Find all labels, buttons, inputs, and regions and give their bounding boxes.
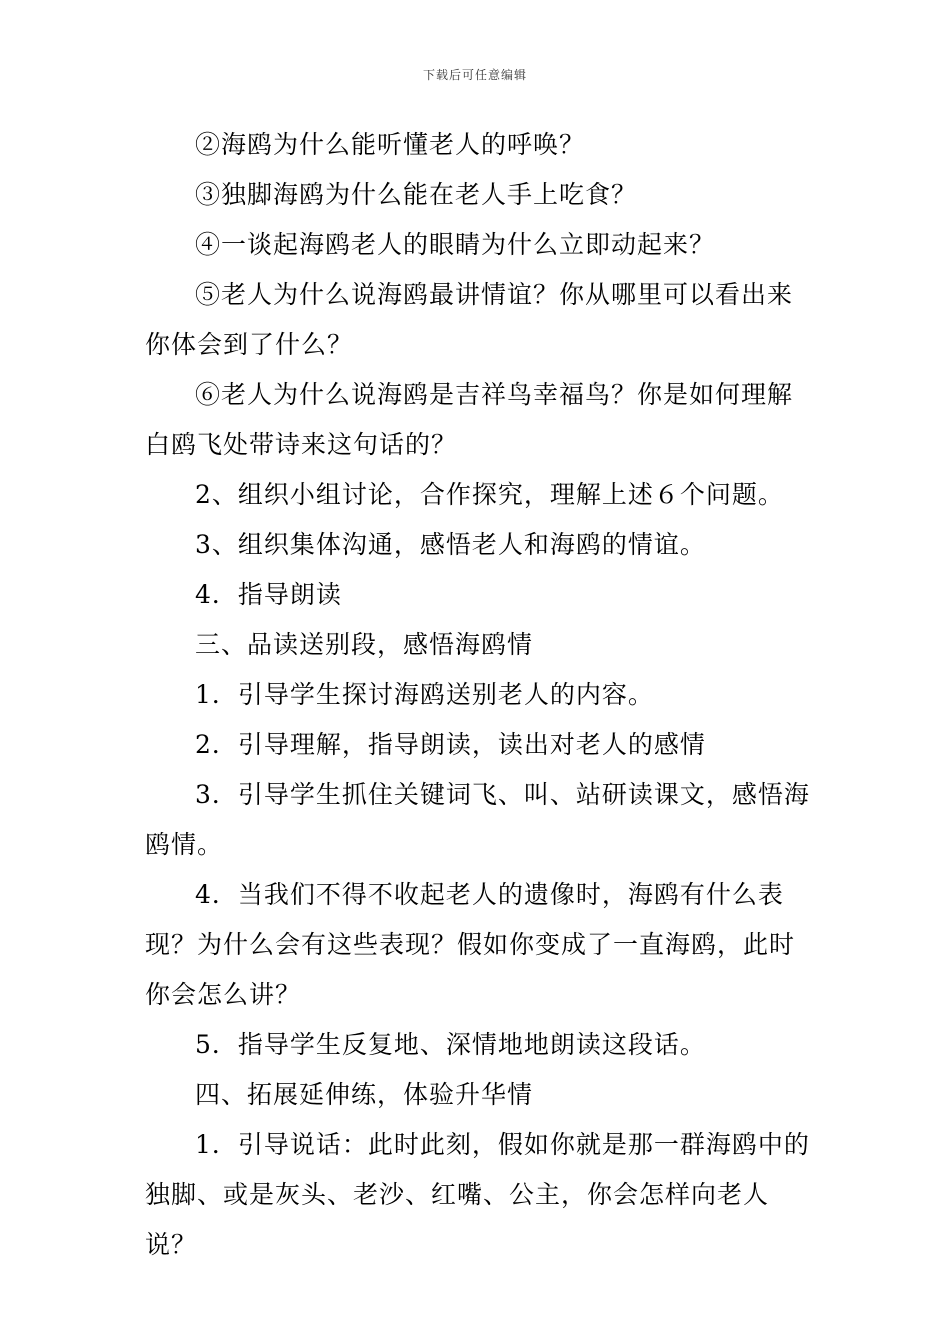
paragraph-step-3: 3、组织集体沟通，感悟老人和海鸥的情谊。 — [195, 530, 706, 559]
paragraph-step-4: 4．指导朗读 — [195, 580, 342, 609]
paragraph-question-5: ⑤老人为什么说海鸥最讲情谊？你从哪里可以看出来你体会到了什么？ — [145, 280, 794, 359]
page-header: 下载后可任意编辑 — [422, 68, 527, 82]
paragraph-farewell-5: 5．指导学生反复地、深情地地朗读这段话。 — [195, 1030, 706, 1059]
paragraph-farewell-4: 4．当我们不得不收起老人的遗像时，海鸥有什么表现？为什么会有这些表现？假如你变成了一直海鸥，此时你会怎么讲？ — [145, 880, 796, 1009]
section-heading-3: 三、品读送别段，感悟海鸥情 — [195, 630, 534, 659]
paragraph-farewell-3: 3．引导学生抓住关键词飞、叫、站研读课文，感悟海鸥情。 — [145, 780, 810, 859]
paragraph-farewell-1: 1．引导学生探讨海鸥送别老人的内容。 — [195, 680, 654, 709]
paragraph-question-2: ②海鸥为什么能听懂老人的呼唤？ — [195, 130, 586, 159]
section-heading-4: 四、拓展延伸练，体验升华情 — [195, 1080, 534, 1109]
paragraph-step-2: 2、组织小组讨论，合作探究，理解上述６个问题。 — [195, 480, 784, 509]
paragraph-question-6: ⑥老人为什么说海鸥是吉祥鸟幸福鸟？你是如何理解白鸥飞处带诗来这句话的？ — [145, 380, 794, 459]
paragraph-question-3: ③独脚海鸥为什么能在老人手上吃食？ — [195, 180, 638, 209]
document-body — [145, 120, 810, 1270]
paragraph-question-4: ④一谈起海鸥老人的眼睛为什么立即动起来？ — [195, 230, 716, 259]
paragraph-farewell-2: 2．引导理解，指导朗读，读出对老人的感情 — [195, 730, 706, 759]
paragraph-extension-1: 1．引导说话：此时此刻，假如你就是那一群海鸥中的独脚、或是灰头、老沙、红嘴、公主，你会怎样向老人说？ — [145, 1130, 810, 1259]
